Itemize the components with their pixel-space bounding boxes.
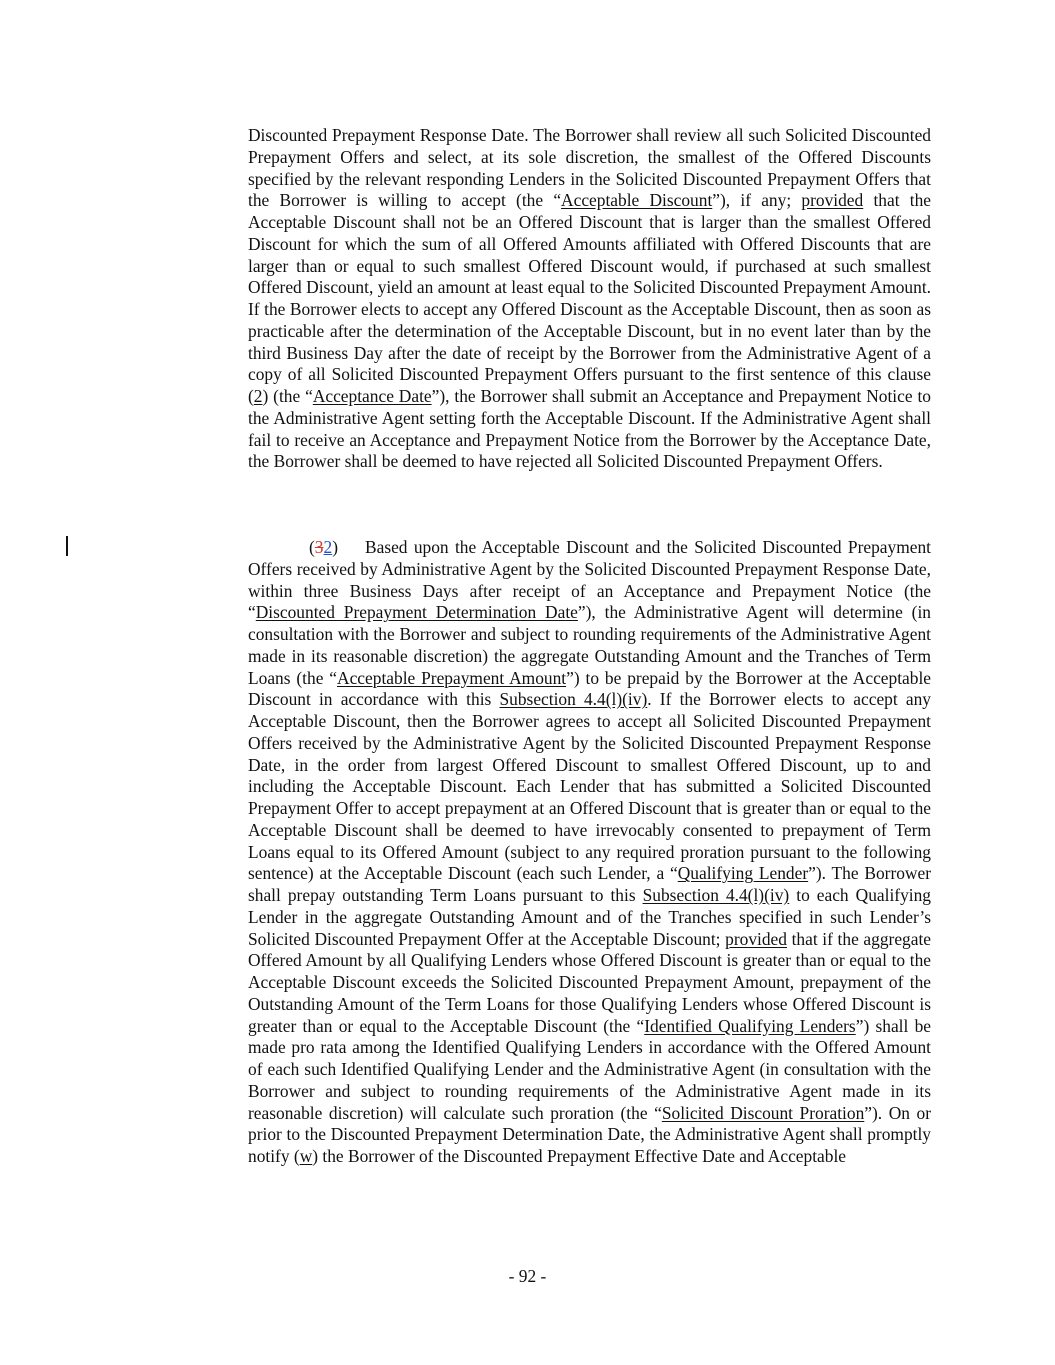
text-run: ) (the “: [262, 386, 313, 406]
defined-term-solicited-discount-proration: Solicited Discount Proration: [661, 1102, 865, 1123]
paragraph-acceptable-discount: [248, 125, 931, 473]
clause-number: [309, 537, 338, 557]
text-run: Based upon the Acceptable Discount and the Solicited Discounted Prepayment Offers received by Administrative Agent by the Solicited Discounted Prepayment Response Date, within three Business Days after receipt of an Acceptance and Prepayment Notice (the “: [248, 537, 931, 623]
text-run: ”), the Administrative Agent will determine (in consultation with the Borrower and subject to rounding requirements of the Administrative Agent made in its reasonable discretion) the aggregate Outstanding Amount and the Tranches of Term Loans (the “: [248, 602, 932, 688]
text-run: ”), the Borrower shall submit an Acceptance and Prepayment Notice to the Administrative Agent setting forth the Acceptable Discount. If the Administrative Agent shall fail to receive an Acceptance and Prepayment Notice from the Borrower by the Acceptance Date, the Borrower shall be deemed to have rejected all Solicited Discounted Prepayment Offers.: [248, 386, 931, 472]
term-provided: provided: [801, 190, 864, 211]
paren-open: (: [309, 537, 315, 557]
text-run: ”), if any;: [712, 190, 802, 211]
term-provided: provided: [725, 928, 787, 949]
text-run: ”). On or prior to the Discounted Prepayment Determination Date, the Administrative Agent shall promptly notify (: [248, 1102, 932, 1166]
text-run: . If the Borrower elects to accept any Acceptable Discount, then the Borrower agrees to accept all Solicited Discounted Prepayment Offers received by the Administrative Agent by the Solicited Discounted Prepayment Response Date, in the order from largest Offered Discount to smallest Offered Discount, up to and including the Acceptable Discount. Each Lender that has submitted a Solicited Discounted Prepayment Offer to accept prepayment at an Offered Discount that is greater than or equal to the Acceptable Discount shall be deemed to have irrevocably consented to prepayment of Term Loans equal to its Offered Amount (subject to any required proration pursuant to the following sentence) at the Acceptable Discount (each such Lender, a “: [248, 689, 931, 884]
paragraph-determination: [248, 537, 931, 1168]
defined-term-acceptable-discount: Acceptable Discount: [561, 190, 713, 211]
defined-term-qualifying-lender: Qualifying Lender: [677, 863, 809, 884]
text-run: Discounted Prepayment Response Date. The Borrower shall review all such Solicited Discounted Prepayment Offers and select, at its sole discretion, the smallest of the Offered Discounts specified by the relevant responding Lenders in the Solicited Discounted Prepayment Offers that the Borrower is willing to accept (the “: [248, 125, 931, 211]
text-run: that if the aggregate Offered Amount by all Qualifying Lenders whose Offered Discount is greater than or equal to the Acceptable Discount exceeds the Solicited Discounted Prepayment Amount, prepayment of the Outstanding Amount of the Term Loans for those Qualifying Lenders whose Offered Discount is greater than or equal to the Acceptable Discount (the “: [248, 928, 932, 1036]
deleted-clause-number: 3: [314, 537, 324, 557]
revision-change-bar: [66, 536, 68, 556]
clause-reference: w: [299, 1146, 313, 1166]
defined-term-determination-date: Discounted Prepayment Determination Date: [255, 602, 578, 623]
defined-term-acceptance-date: Acceptance Date: [312, 386, 432, 406]
page-number: - 92 -: [508, 1266, 547, 1286]
clause-reference: 2: [253, 386, 263, 406]
text-run: to each Qualifying Lender in the aggregate Outstanding Amount and of the Tranches specified in such Lender’s Solicited Discounted Prepayment Offer at the Acceptable Discount;: [248, 885, 931, 949]
subsection-reference: Subsection 4.4(l)(iv): [642, 885, 790, 905]
defined-term-acceptable-prepayment-amount: Acceptable Prepayment Amount: [337, 667, 567, 688]
subsection-reference: Subsection 4.4(l)(iv): [499, 689, 648, 710]
text-run: ) the Borrower of the Discounted Prepayment Effective Date and Acceptable: [312, 1146, 847, 1166]
paren-close: ): [332, 537, 338, 557]
text-run: ”). The Borrower shall prepay outstanding Term Loans pursuant to this: [248, 863, 932, 905]
defined-term-identified-qualifying-lenders: Identified Qualifying Lenders: [644, 1015, 856, 1036]
text-run: that the Acceptable Discount shall not be an Offered Discount that is larger than the smallest Offered Discount for which the sum of all Offered Amounts affiliated with Offered Discounts that are larger than or equal to such smallest Offered Discount would, if purchased at such smallest Offered Discount, yield an amount at least equal to the Solicited Discounted Prepayment Amount. If the Borrower elects to accept any Offered Discount as the Acceptable Discount, then as soon as practicable after the determination of the Acceptable Discount, but in no event later than by the third Business Day after the date of receipt by the Borrower from the Administrative Agent of a copy of all Solicited Discounted Prepayment Offers pursuant to the first sentence of this clause (: [248, 190, 931, 406]
text-run: ”) to be prepaid by the Borrower at the Acceptable Discount in accordance with this: [248, 667, 931, 710]
text-run: ”) shall be made pro rata among the Identified Qualifying Lenders in accordance with the Offered Amount of each such Identified Qualifying Lender and the Administrative Agent (in consultation with the Borrower and subject to rounding requirements of the Administrative Agent made in its reasonable discretion) will calculate such proration (the “: [248, 1015, 932, 1123]
inserted-clause-number: 2: [323, 537, 333, 557]
